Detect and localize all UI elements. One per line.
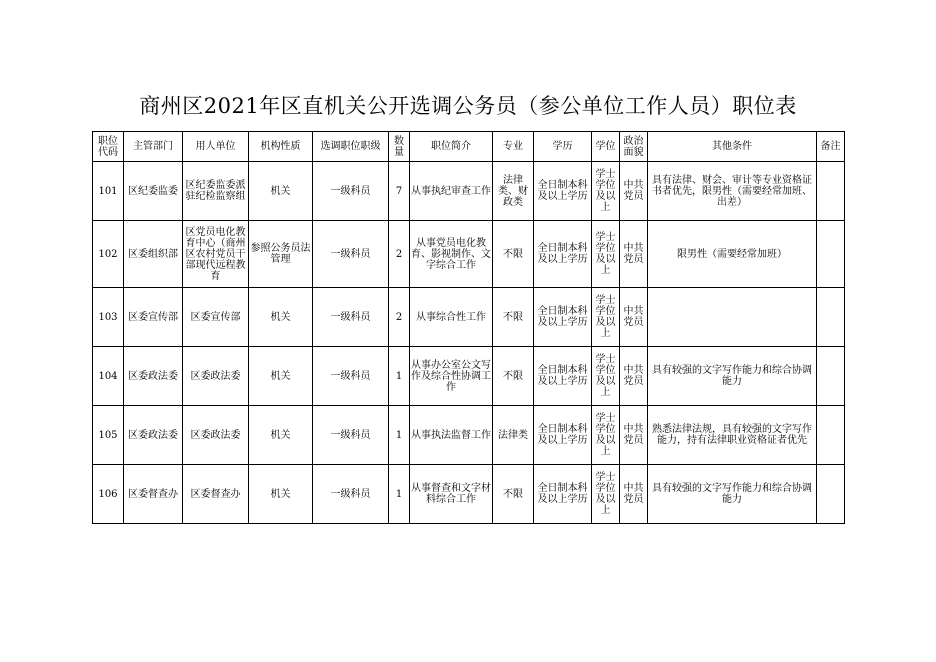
cell-edu: 全日制本科及以上学历: [534, 347, 592, 406]
cell-unit: 区委宣传部: [183, 288, 249, 347]
cell-edu: 全日制本科及以上学历: [534, 465, 592, 524]
page-title: 商州区2021年区直机关公开选调公务员（参公单位工作人员）职位表: [139, 94, 797, 118]
header-nature: 机构性质: [249, 132, 313, 162]
header-unit: 用人单位: [183, 132, 249, 162]
cell-dept: 区委宣传部: [124, 288, 183, 347]
cell-nature: 机关: [249, 347, 313, 406]
header-count: 数量: [389, 132, 410, 162]
cell-code: 105: [93, 406, 124, 465]
cell-unit: 区委政法委: [183, 406, 249, 465]
cell-edu: 全日制本科及以上学历: [534, 288, 592, 347]
cell-note: [817, 288, 845, 347]
header-degree: 学位: [592, 132, 620, 162]
table-row: [93, 162, 845, 221]
cell-code: 106: [93, 465, 124, 524]
cell-major: 不限: [493, 347, 534, 406]
cell-degree: 学士学位及以上: [592, 465, 620, 524]
cell-major: 法律类、财政类: [493, 162, 534, 221]
cell-edu: 全日制本科及以上学历: [534, 162, 592, 221]
header-code: 职位代码: [93, 132, 124, 162]
table-row: [93, 221, 845, 288]
header-level: 选调职位职级: [313, 132, 389, 162]
cell-code: 104: [93, 347, 124, 406]
cell-political: 中共党员: [620, 347, 648, 406]
cell-dept: 区委政法委: [124, 406, 183, 465]
header-desc: 职位简介: [410, 132, 493, 162]
positions-table: [92, 131, 845, 524]
cell-major: 法律类: [493, 406, 534, 465]
table-row: [93, 465, 845, 524]
cell-nature: 机关: [249, 465, 313, 524]
cell-note: [817, 406, 845, 465]
cell-level: 一级科员: [313, 347, 389, 406]
cell-political: 中共党员: [620, 288, 648, 347]
cell-nature: 机关: [249, 162, 313, 221]
cell-dept: 区委政法委: [124, 347, 183, 406]
cell-level: 一级科员: [313, 406, 389, 465]
table-row: [93, 406, 845, 465]
cell-count: 2: [389, 288, 410, 347]
cell-political: 中共党员: [620, 221, 648, 288]
cell-edu: 全日制本科及以上学历: [534, 406, 592, 465]
cell-nature: 参照公务员法管理: [249, 221, 313, 288]
cell-nature: 机关: [249, 406, 313, 465]
cell-other: 熟悉法律法规，具有较强的文字写作能力，持有法律职业资格证者优先: [648, 406, 817, 465]
cell-unit: 区纪委监委派驻纪检监察组: [183, 162, 249, 221]
cell-desc: 从事执法监督工作: [410, 406, 493, 465]
cell-code: 102: [93, 221, 124, 288]
cell-level: 一级科员: [313, 221, 389, 288]
header-political: 政治面貌: [620, 132, 648, 162]
cell-dept: 区委督查办: [124, 465, 183, 524]
cell-code: 101: [93, 162, 124, 221]
cell-dept: 区纪委监委: [124, 162, 183, 221]
cell-other: [648, 288, 817, 347]
cell-edu: 全日制本科及以上学历: [534, 221, 592, 288]
cell-other: 具有较强的文字写作能力和综合协调能力: [648, 347, 817, 406]
cell-other: 具有较强的文字写作能力和综合协调能力: [648, 465, 817, 524]
cell-level: 一级科员: [313, 162, 389, 221]
cell-political: 中共党员: [620, 406, 648, 465]
header-edu: 学历: [534, 132, 592, 162]
cell-degree: 学士学位及以上: [592, 347, 620, 406]
cell-level: 一级科员: [313, 288, 389, 347]
cell-desc: 从事执纪审查工作: [410, 162, 493, 221]
cell-unit: 区委督查办: [183, 465, 249, 524]
cell-political: 中共党员: [620, 465, 648, 524]
cell-degree: 学士学位及以上: [592, 221, 620, 288]
cell-degree: 学士学位及以上: [592, 162, 620, 221]
header-note: 备注: [817, 132, 845, 162]
cell-major: 不限: [493, 288, 534, 347]
cell-code: 103: [93, 288, 124, 347]
header-major: 专业: [493, 132, 534, 162]
cell-unit: 区委政法委: [183, 347, 249, 406]
cell-level: 一级科员: [313, 465, 389, 524]
cell-political: 中共党员: [620, 162, 648, 221]
cell-note: [817, 465, 845, 524]
header-row: [93, 132, 845, 162]
cell-count: 1: [389, 347, 410, 406]
cell-desc: 从事办公室公文写作及综合性协调工作: [410, 347, 493, 406]
table-row: [93, 288, 845, 347]
cell-dept: 区委组织部: [124, 221, 183, 288]
cell-degree: 学士学位及以上: [592, 288, 620, 347]
cell-count: 2: [389, 221, 410, 288]
cell-nature: 机关: [249, 288, 313, 347]
cell-note: [817, 162, 845, 221]
table-row: [93, 347, 845, 406]
cell-desc: 从事督查和文字材料综合工作: [410, 465, 493, 524]
cell-desc: 从事综合性工作: [410, 288, 493, 347]
cell-major: 不限: [493, 221, 534, 288]
cell-count: 7: [389, 162, 410, 221]
header-dept: 主管部门: [124, 132, 183, 162]
header-other: 其他条件: [648, 132, 817, 162]
cell-note: [817, 347, 845, 406]
cell-degree: 学士学位及以上: [592, 406, 620, 465]
cell-other: 具有法律、财会、审计等专业资格证书者优先，限男性（需要经常加班、出差）: [648, 162, 817, 221]
cell-desc: 从事党员电化教育、影视制作、文字综合工作: [410, 221, 493, 288]
cell-unit: 区党员电化教育中心（商州区农村党员干部现代远程教育: [183, 221, 249, 288]
cell-count: 1: [389, 465, 410, 524]
cell-note: [817, 221, 845, 288]
cell-other: 限男性（需要经常加班）: [648, 221, 817, 288]
cell-count: 1: [389, 406, 410, 465]
cell-major: 不限: [493, 465, 534, 524]
